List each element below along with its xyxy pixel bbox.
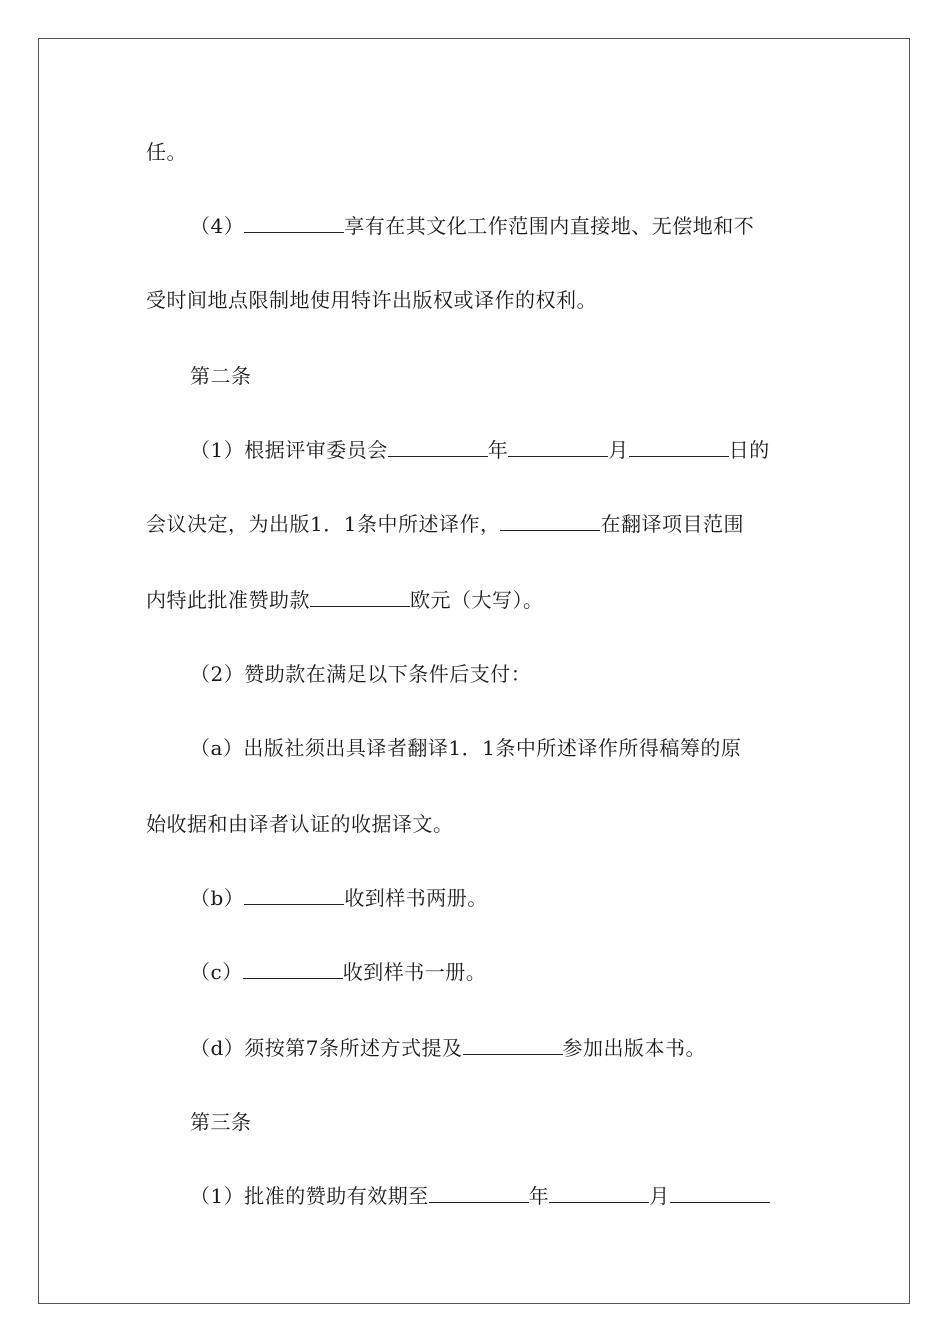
text-line: （b） 收到样书两册。 — [190, 886, 488, 910]
fill-blank — [670, 1184, 770, 1203]
text-line: 受时间地点限制地使用特许出版权或译作的权利。 — [146, 288, 597, 312]
fill-blank — [500, 512, 600, 531]
section-heading: 第三条 — [190, 1110, 252, 1134]
text-line: （c） 收到样书一册。 — [190, 960, 487, 984]
fill-blank — [508, 438, 608, 457]
text-line: 会议决定，为出版1．1条中所述译作， 在翻译项目范围 — [146, 512, 744, 536]
fill-blank — [244, 214, 344, 233]
text-line: （1）根据评审委员会 年 月 日的 — [190, 438, 770, 462]
text-line: 始收据和由译者认证的收据译文。 — [146, 812, 454, 836]
fill-blank — [629, 438, 729, 457]
fill-blank — [310, 588, 410, 607]
fill-blank — [549, 1184, 649, 1203]
text-line: （4） 享有在其文化工作范围内直接地、无偿地和不 — [190, 214, 755, 238]
fill-blank — [388, 438, 488, 457]
text-line: 任。 — [146, 140, 187, 164]
text-line: 内特此批准赞助款 欧元（大写）。 — [146, 588, 544, 612]
fill-blank — [243, 960, 343, 979]
fill-blank — [463, 1036, 563, 1055]
fill-blank — [429, 1184, 529, 1203]
text-line: （1）批准的赞助有效期至 年 月 — [190, 1184, 770, 1208]
fill-blank — [244, 886, 344, 905]
text-line: （d）须按第7条所述方式提及 参加出版本书。 — [190, 1036, 707, 1060]
text-line: （2）赞助款在满足以下条件后支付： — [190, 662, 532, 686]
text-line: （a）出版社须出具译者翻译1．1条中所述译作所得稿筹的原 — [190, 736, 742, 760]
section-heading: 第二条 — [190, 364, 252, 388]
